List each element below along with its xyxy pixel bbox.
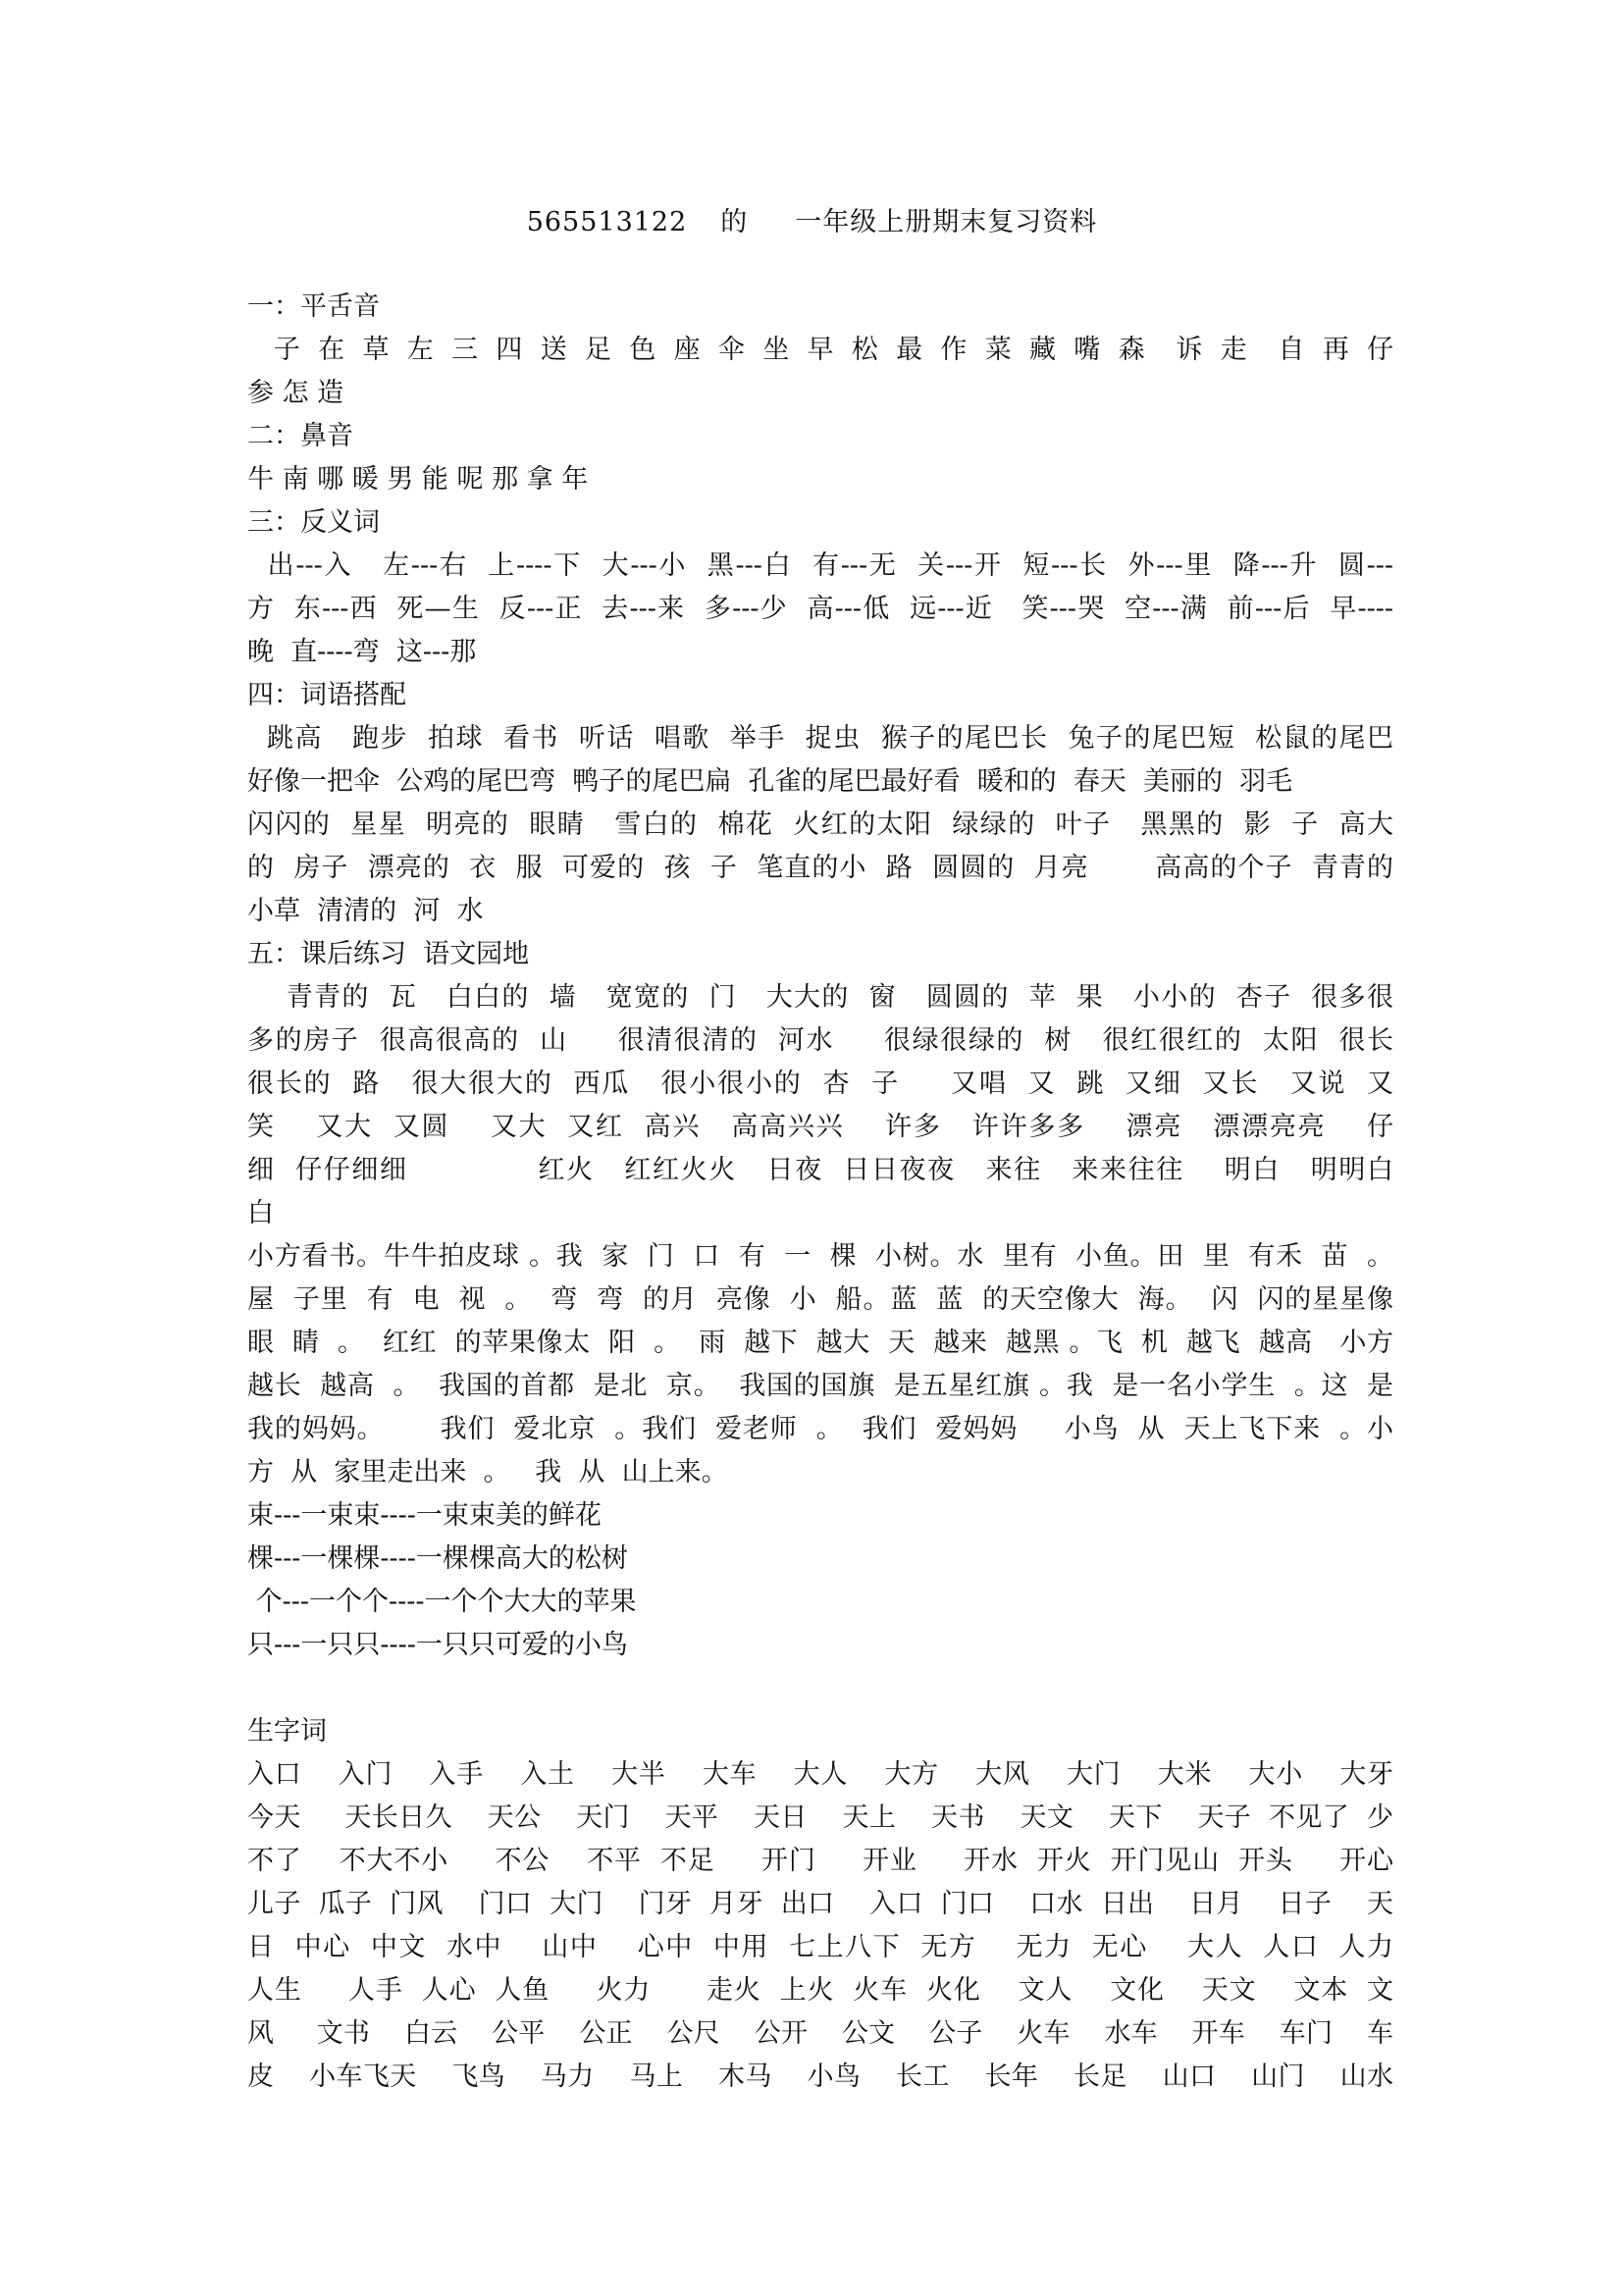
text-line: 好像一把伞 公鸡的尾巴弯 鸭子的尾巴扁 孔雀的尾巴最好看 暖和的 春天 美丽的 羽毛 [247,766,1293,797]
text-line: 五：课后练习 语文园地 [247,939,530,969]
text-line: 小方看书。牛牛拍皮球 。我 家 门 口 有 一 棵 小树。水 里有 小鱼。田 里 有禾 苗 。 [247,1241,1393,1272]
text-line: 皮 小车飞天 飞鸟 马力 马上 木马 小鸟 长工 长年 长足 山口 山门 山水 [247,2061,1393,2092]
text-line: 只---一只只----一只只可爱的小鸟 [247,1630,628,1660]
text-line: 我的妈妈。 我们 爱北京 。我们 爱老师 。 我们 爱妈妈 小鸟 从 天上飞下来 。小 [247,1414,1393,1444]
text-line: 细 仔仔细细 红火 红红火火 日夜 日日夜夜 来往 来来往往 明白 明明白 [247,1155,1393,1185]
text-line: 出---入 左---右 上----下 大---小 黑---白 有---无 关---开 短---长 外---里 降---升 圆--- [247,550,1393,581]
text-line: 方 从 家里走出来 。 我 从 山上来。 [247,1457,728,1487]
text-line: 越长 越高 。 我国的首都 是北 京。 我国的国旗 是五星红旗 。我 是一名小学生 。这 是 [247,1371,1393,1401]
text-line: 一：平舌音 [247,291,380,322]
text-line: 三：反义词 [247,507,380,538]
text-line: 今天 天长日久 天公 天门 天平 天日 天上 天书 天文 天下 天子 不见了 少 [247,1802,1393,1833]
text-line: 青青的 瓦 白白的 墙 宽宽的 门 大大的 窗 圆圆的 苹 果 小小的 杏子 很多很 [247,982,1393,1013]
text-line: 二：鼻音 [247,421,353,451]
text-line: 四：词语搭配 [247,680,406,710]
text-line: 棵---一棵棵----一棵棵高大的松树 [247,1543,628,1574]
text-line: 个---一个个----一个个大大的苹果 [247,1587,637,1617]
text-line: 生字词 [247,1716,327,1747]
text-line: 牛 南 哪 暖 男 能 呢 那 拿 年 [247,464,589,495]
text-line: 小草 清清的 河 水 [247,896,484,926]
text-line: 参 怎 造 [247,378,344,408]
text-line: 束---一束束----一束束美的鲜花 [247,1500,602,1531]
text-line: 闪闪的 星星 明亮的 眼睛 雪白的 棉花 火红的太阳 绿绿的 叶子 黑黑的 影 子 高大 [247,809,1393,840]
text-line: 子 在 草 左 三 四 送 足 色 座 伞 坐 早 松 最 作 菜 藏 嘴 森 诉 走 自 再 仔 [247,335,1393,365]
text-line: 笑 又大 又圆 又大 又红 高兴 高高兴兴 许多 许许多多 漂亮 漂漂亮亮 仔 [247,1112,1393,1142]
text-line: 人生 人手 人心 人鱼 火力 走火 上火 火车 火化 文人 文化 天文 文本 文 [247,1975,1393,2006]
text-line: 很长的 路 很大很大的 西瓜 很小很小的 杏 子 又唱 又 跳 又细 又长 又说 又 [247,1069,1393,1099]
text-line [247,1667,1393,1710]
title-de: 的 [720,207,749,237]
document-body [247,286,1393,2099]
text-line: 眼 睛 。 红红 的苹果像太 阳 。 雨 越下 越大 天 越来 越黑 。飞 机 越飞 越高 小方 [247,1328,1393,1358]
text-line: 的 房子 漂亮的 衣 服 可爱的 孩 子 笔直的小 路 圆圆的 月亮 高高的个子 青青的 [247,853,1393,883]
text-line: 多的房子 很高很高的 山 很清很清的 河水 很绿很绿的 树 很红很红的 太阳 很长 [247,1025,1393,1056]
text-line: 白 [247,1198,274,1228]
text-line: 日 中心 中文 水中 山中 心中 中用 七上八下 无方 无力 无心 大人 人口 人力 [247,1932,1393,1962]
text-line: 儿子 瓜子 门风 门口 大门 门牙 月牙 出口 入口 门口 口水 日出 日月 日子 天 [247,1889,1393,1919]
text-line: 屋 子里 有 电 视 。 弯 弯 的月 亮像 小 船。蓝 蓝 的天空像大 海。 闪 闪的星星像 [247,1284,1393,1315]
title-id: 565513122 [526,207,688,237]
text-line: 风 文书 白云 公平 公正 公尺 公开 公文 公子 火车 水车 开车 车门 车 [247,2018,1393,2049]
text-line: 不了 不大不小 不公 不平 不足 开门 开业 开水 开火 开门见山 开头 开心 [247,1846,1393,1876]
text-line: 晚 直----弯 这---那 [247,637,477,667]
text-line: 入口 入门 入手 入土 大半 大车 大人 大方 大风 大门 大米 大小 大牙 [247,1759,1393,1790]
title-text: 一年级上册期末复习资料 [795,207,1098,237]
text-line: 方 东---西 死—生 反---正 去---来 多---少 高---低 远---近 笑---哭 空---满 前---后 早---- [247,594,1393,624]
text-line: 跳高 跑步 拍球 看书 听话 唱歌 举手 捉虫 猴子的尾巴长 兔子的尾巴短 松鼠的尾巴 [247,723,1393,754]
document-title [0,200,1624,238]
